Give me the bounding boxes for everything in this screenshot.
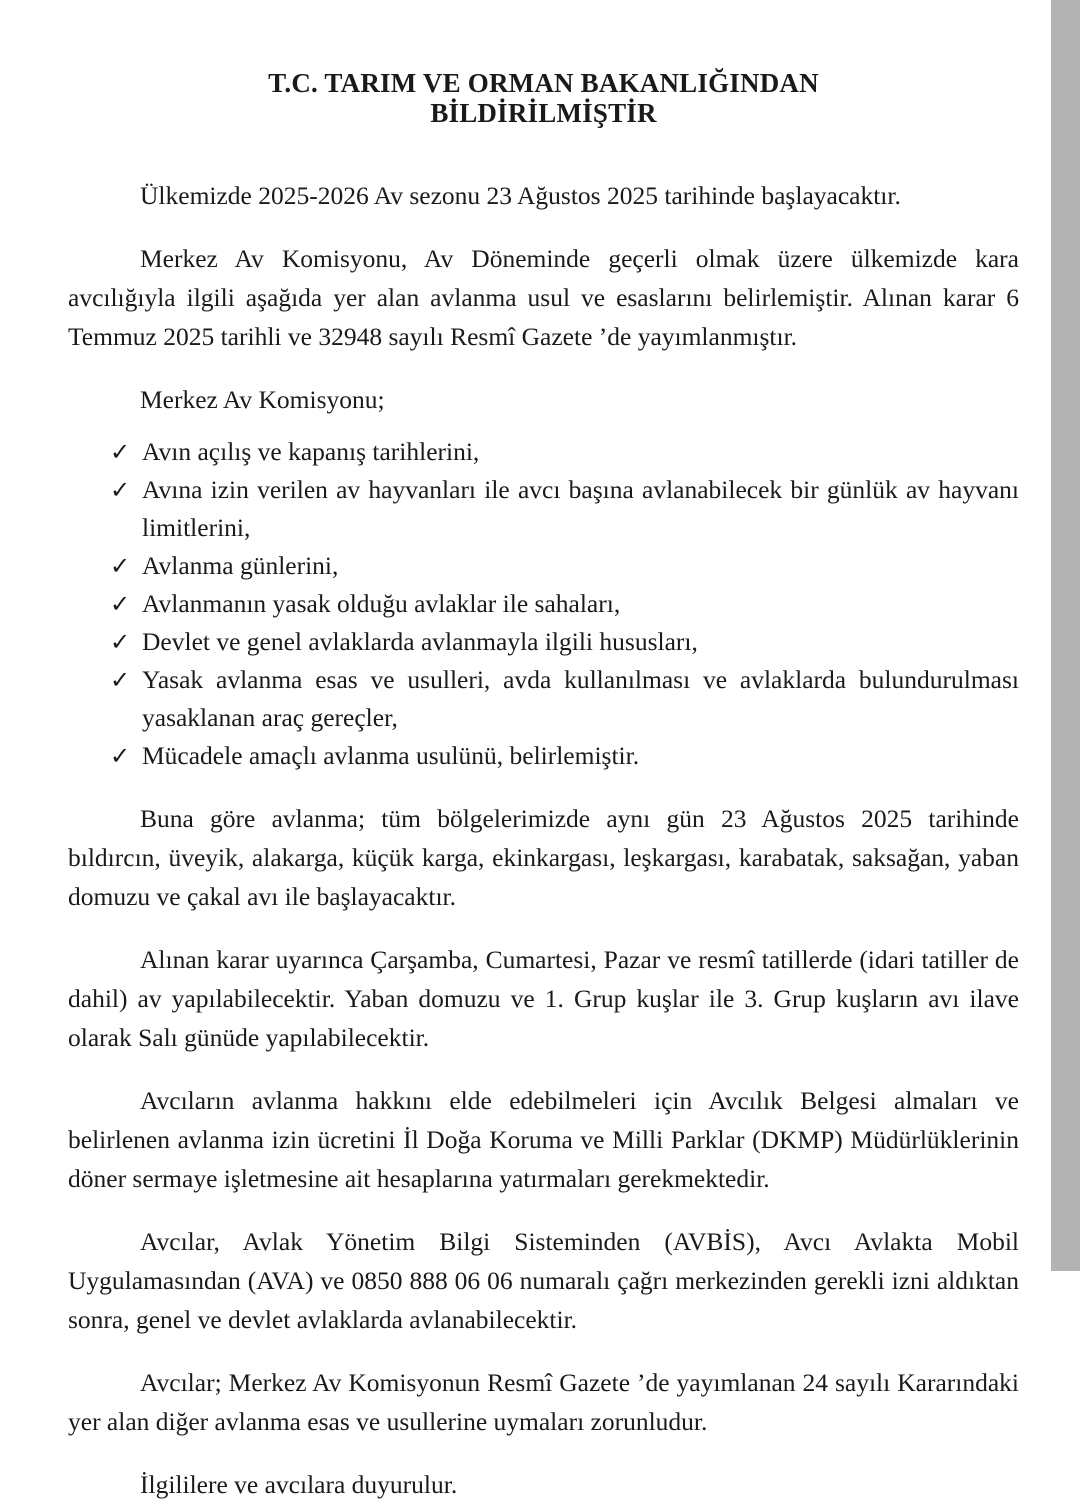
list-item xyxy=(68,585,1019,623)
list-item-label: Mücadele amaçlı avlanma usulünü, belirlemiştir. xyxy=(142,741,640,770)
check-icon: ✓ xyxy=(110,628,131,656)
check-icon: ✓ xyxy=(110,552,131,580)
list-item-label: Yasak avlanma esas ve usulleri, avda kullanılması ve avlaklarda bulundurulması yasaklanan araç gereçler, xyxy=(142,665,1019,732)
list-item-label: Avlanmanın yasak olduğu avlaklar ile sahaları, xyxy=(142,589,621,618)
page-edge-band xyxy=(1051,0,1080,1271)
list-item xyxy=(68,737,1019,775)
list-item-label: Avın açılış ve kapanış tarihlerini, xyxy=(142,437,480,466)
list-item xyxy=(68,547,1019,585)
commission-paragraph: Merkez Av Komisyonu, Av Döneminde geçerli olmak üzere ülkemizde kara avcılığıyla ilgili aşağıda yer alan avlanma usul ve esaslarını belirlemiştir. Alınan karar 6 Temmuz 2025 tarihli ve 32948 sayılı Resmî Gazete ’de yayımlanmıştır. xyxy=(68,244,1019,351)
duties-list xyxy=(68,433,1019,775)
list-item xyxy=(68,433,1019,471)
list-item xyxy=(68,661,1019,737)
license-fee-paragraph: Avcıların avlanma hakkını elde edebilmeleri için Avcılık Belgesi almaları ve belirlenen avlanma izin ücretini İl Doğa Koruma ve Milli Parklar (DKMP) Müdürlüklerinin döner sermaye işletmesine ait hesaplarına yatırmaları gerekmektedir. xyxy=(68,1086,1019,1193)
intro-paragraph: Ülkemizde 2025-2026 Av sezonu 23 Ağustos 2025 tarihinde başlayacaktır. xyxy=(140,181,901,210)
check-icon: ✓ xyxy=(110,476,131,504)
check-icon: ✓ xyxy=(110,590,131,618)
list-item xyxy=(68,623,1019,661)
check-icon: ✓ xyxy=(110,666,131,694)
page-title-line-2: BİLDİRİLMİŞTİR xyxy=(430,98,657,128)
list-item-label: Avlanma günlerini, xyxy=(142,551,339,580)
check-icon: ✓ xyxy=(110,438,131,466)
obligation-paragraph: Avcılar; Merkez Av Komisyonun Resmî Gazete ’de yayımlanan 24 sayılı Kararındaki yer alan diğer avlanma esas ve usullerine uymaları zorunludur. xyxy=(68,1368,1019,1436)
hunting-days-paragraph: Alınan karar uyarınca Çarşamba, Cumartesi, Pazar ve resmî tatillerde (idari tatiller de dahil) av yapılabilecektir. Yaban domuzu ve 1. Grup kuşlar ile 3. Grup kuşların avı ilave olarak Salı günüde yapılabilecektir. xyxy=(68,945,1019,1052)
avbis-ava-paragraph: Avcılar, Avlak Yönetim Bilgi Sisteminden (AVBİS), Avcı Avlakta Mobil Uygulamasından (AVA) ve 0850 888 06 06 numaralı çağrı merkezinden gerekli izni aldıktan sonra, genel ve devlet avlaklarda avlanabilecektir. xyxy=(68,1227,1019,1334)
check-icon: ✓ xyxy=(110,742,131,770)
list-item-label: Devlet ve genel avlaklarda avlanmayla ilgili hususları, xyxy=(142,627,698,656)
page-title-line-1: T.C. TARIM VE ORMAN BAKANLIĞINDAN xyxy=(268,68,819,98)
page-title xyxy=(68,0,1019,128)
list-item xyxy=(68,471,1019,547)
document-content xyxy=(68,0,1019,1504)
species-paragraph: Buna göre avlanma; tüm bölgelerimizde aynı gün 23 Ağustos 2025 tarihinde bıldırcın, üveyik, alakarga, küçük karga, ekinkargası, leşkargası, karabatak, saksağan, yaban domuzu ve çakal avı ile başlayacaktır. xyxy=(68,804,1019,911)
list-heading: Merkez Av Komisyonu; xyxy=(140,385,385,414)
list-item-label: Avına izin verilen av hayvanları ile avcı başına avlanabilecek bir günlük av hayvanı limitlerini, xyxy=(142,475,1019,542)
closing-paragraph: İlgililere ve avcılara duyurulur. xyxy=(140,1470,458,1499)
